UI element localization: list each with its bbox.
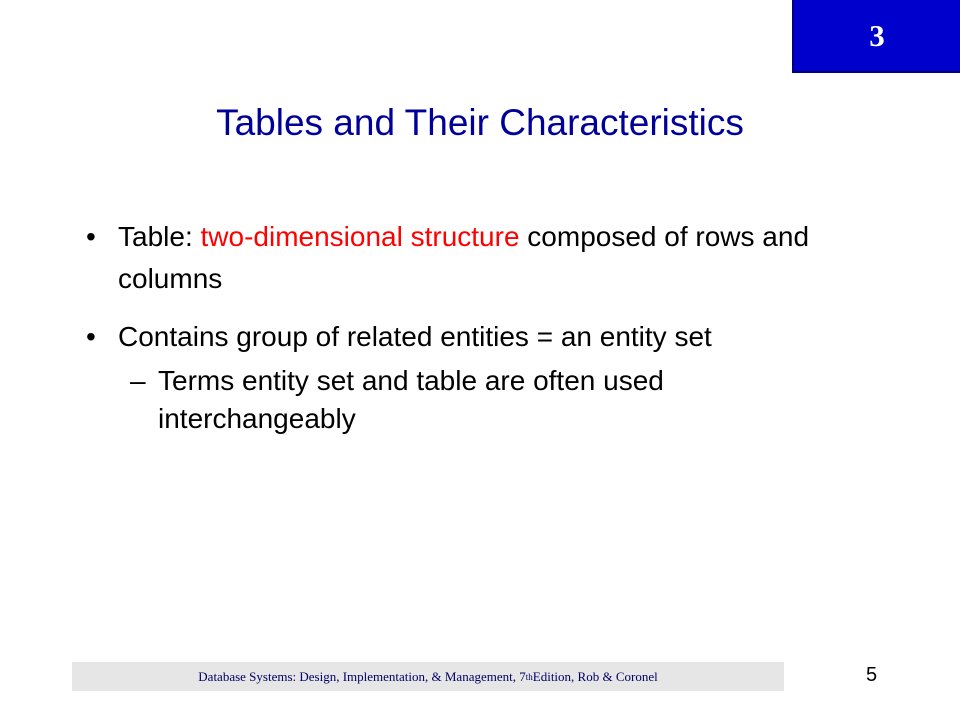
bullet-text: Contains group of related entities = an entity set (118, 321, 712, 352)
footer-text-after: Edition, Rob & Coronel (532, 668, 658, 684)
dash-icon: – (130, 365, 146, 396)
footer-superscript: th (525, 671, 533, 682)
slide-body (86, 216, 866, 438)
bullet-dot-icon: • (86, 321, 96, 352)
bullet-item-table (86, 216, 866, 300)
footer-citation (72, 662, 784, 691)
sub-bullet-text: Terms entity set and table are often used interchangeably (158, 365, 664, 434)
slide-title: Tables and Their Characteristics (216, 102, 744, 143)
chapter-number: 3 (869, 17, 885, 53)
bullet-dot-icon: • (86, 221, 96, 252)
sub-bullet-item (86, 362, 866, 438)
bullet-item-entity-set (86, 316, 866, 358)
bullet-suffix: composed of rows and columns (118, 221, 810, 294)
chapter-badge (792, 0, 960, 73)
bullet-prefix: Table: (118, 221, 201, 252)
bullet-highlight: two-dimensional structure (200, 221, 520, 252)
footer-text-before: Database Systems: Design, Implementation, & Management, 7 (198, 668, 526, 684)
page-number: 5 (866, 664, 878, 686)
